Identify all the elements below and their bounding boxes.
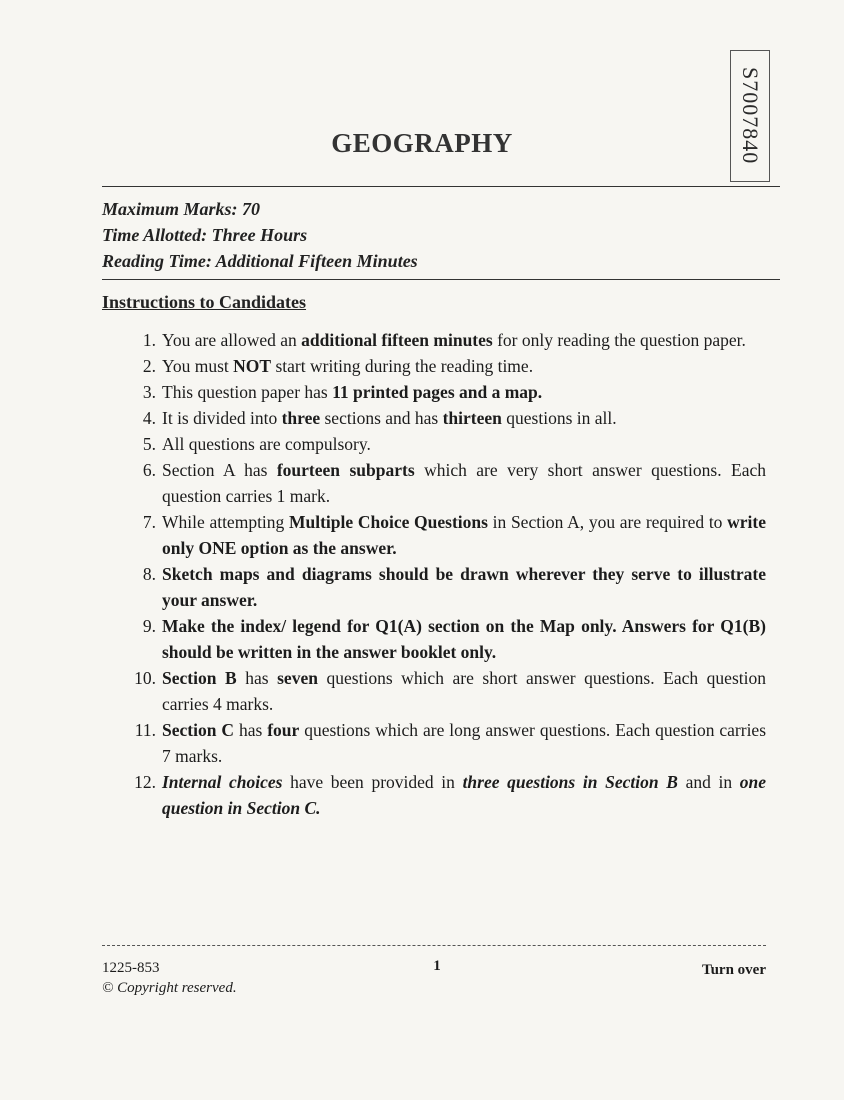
copyright-notice: © Copyright reserved. [102, 980, 237, 996]
instruction-segment: questions which are long answer questions. Each question carries 7 marks. [162, 720, 767, 766]
instruction-text [162, 613, 766, 665]
instruction-segment: You must [162, 356, 234, 376]
instruction-text [162, 665, 766, 717]
instruction-item [122, 769, 766, 821]
instruction-segment: Section A has [162, 460, 277, 480]
instruction-segment: You are allowed an [162, 330, 302, 350]
instruction-item [122, 613, 766, 665]
instruction-text [162, 769, 766, 821]
instruction-segment: start writing during the reading time. [271, 356, 534, 376]
instruction-segment: fourteen subparts [276, 460, 415, 480]
instruction-segment: Section C [162, 720, 235, 740]
instruction-segment: three questions in Section B [462, 772, 678, 792]
instruction-segment: Multiple Choice Questions [288, 512, 488, 532]
paper-title: GEOGRAPHY [331, 128, 513, 158]
instruction-segment: Section B [162, 668, 237, 688]
instruction-number: 3. [142, 382, 156, 402]
instruction-segment: While attempting [162, 512, 289, 532]
instruction-text [162, 327, 766, 353]
instruction-number: 8. [142, 564, 156, 584]
page-number: 1 [433, 958, 441, 974]
instruction-text [162, 379, 766, 405]
instruction-segment: for only reading the question paper. [492, 330, 746, 350]
paper-code: 1225-853 [102, 960, 160, 976]
instruction-number: 12. [134, 772, 156, 792]
instruction-item [122, 509, 766, 561]
instruction-segment: Sketch maps and diagrams should be drawn wherever they serve to illustrate your answer. [162, 564, 766, 610]
instruction-segment: three [281, 408, 321, 428]
instruction-number: 10. [134, 668, 156, 688]
instruction-segment: Make the index/ legend for Q1(A) section on the Map only. Answers for Q1(B) should be written in the answer booklet only. [162, 616, 766, 662]
instruction-item [122, 457, 766, 509]
time-allotted: Time Allotted: Three Hours [102, 225, 308, 245]
instruction-text [162, 509, 766, 561]
instruction-text [162, 405, 766, 431]
instruction-number: 2. [142, 356, 156, 376]
footer-divider [102, 945, 766, 946]
instruction-segment: four [267, 720, 300, 740]
instruction-segment: It is divided into [162, 408, 282, 428]
instruction-item [122, 717, 766, 769]
instructions-list [122, 327, 766, 821]
instruction-segment: questions which are short answer questions. Each question carries 4 marks. [162, 668, 766, 714]
instruction-segment: 11 printed pages and a map. [332, 382, 543, 402]
instruction-number: 9. [142, 616, 156, 636]
instruction-item [122, 431, 766, 457]
turn-over-note: Turn over [701, 962, 766, 978]
instruction-item [122, 379, 766, 405]
instruction-number: 11. [134, 720, 156, 740]
instruction-number: 6. [142, 460, 156, 480]
instruction-segment: one question in Section C. [162, 772, 766, 818]
instruction-text [162, 431, 766, 457]
instruction-item [122, 665, 766, 717]
instruction-segment: have been provided in [282, 772, 463, 792]
instruction-segment: which are very short answer questions. Each question carries 1 mark. [162, 460, 766, 506]
instruction-segment: NOT [233, 356, 272, 376]
instruction-segment: has [236, 668, 278, 688]
instruction-segment: This question paper has [162, 382, 333, 402]
top-divider [102, 186, 780, 187]
instruction-segment: in Section A, you are required to [487, 512, 728, 532]
instruction-item [122, 353, 766, 379]
instruction-number: 1. [142, 330, 156, 350]
instruction-text [162, 717, 766, 769]
instruction-item [122, 405, 766, 431]
instruction-text [162, 457, 766, 509]
serial-number: S7007840 [738, 67, 763, 165]
instruction-segment: Internal choices [162, 772, 283, 792]
instruction-segment: questions in all. [501, 408, 617, 428]
maximum-marks: Maximum Marks: 70 [102, 199, 261, 219]
instruction-item [122, 327, 766, 353]
instruction-text [162, 561, 766, 613]
reading-time: Reading Time: Additional Fifteen Minutes [102, 251, 418, 271]
instruction-segment: and in [677, 772, 740, 792]
instruction-number: 7. [142, 512, 156, 532]
instruction-number: 5. [142, 434, 156, 454]
meta-divider [102, 279, 780, 280]
instruction-segment: sections and has [320, 408, 443, 428]
instruction-number: 4. [142, 408, 156, 428]
instruction-segment: write only ONE option as the answer. [162, 512, 766, 558]
instruction-segment: has [234, 720, 268, 740]
instruction-segment: additional fifteen minutes [301, 330, 493, 350]
instruction-text [162, 353, 766, 379]
instruction-segment: thirteen [442, 408, 502, 428]
instructions-heading: Instructions to Candidates [102, 292, 307, 312]
instruction-segment: All questions are compulsory. [162, 434, 371, 454]
instruction-segment: seven [277, 668, 318, 688]
exam-meta [102, 196, 418, 274]
serial-number-box [730, 50, 770, 182]
instruction-item [122, 561, 766, 613]
